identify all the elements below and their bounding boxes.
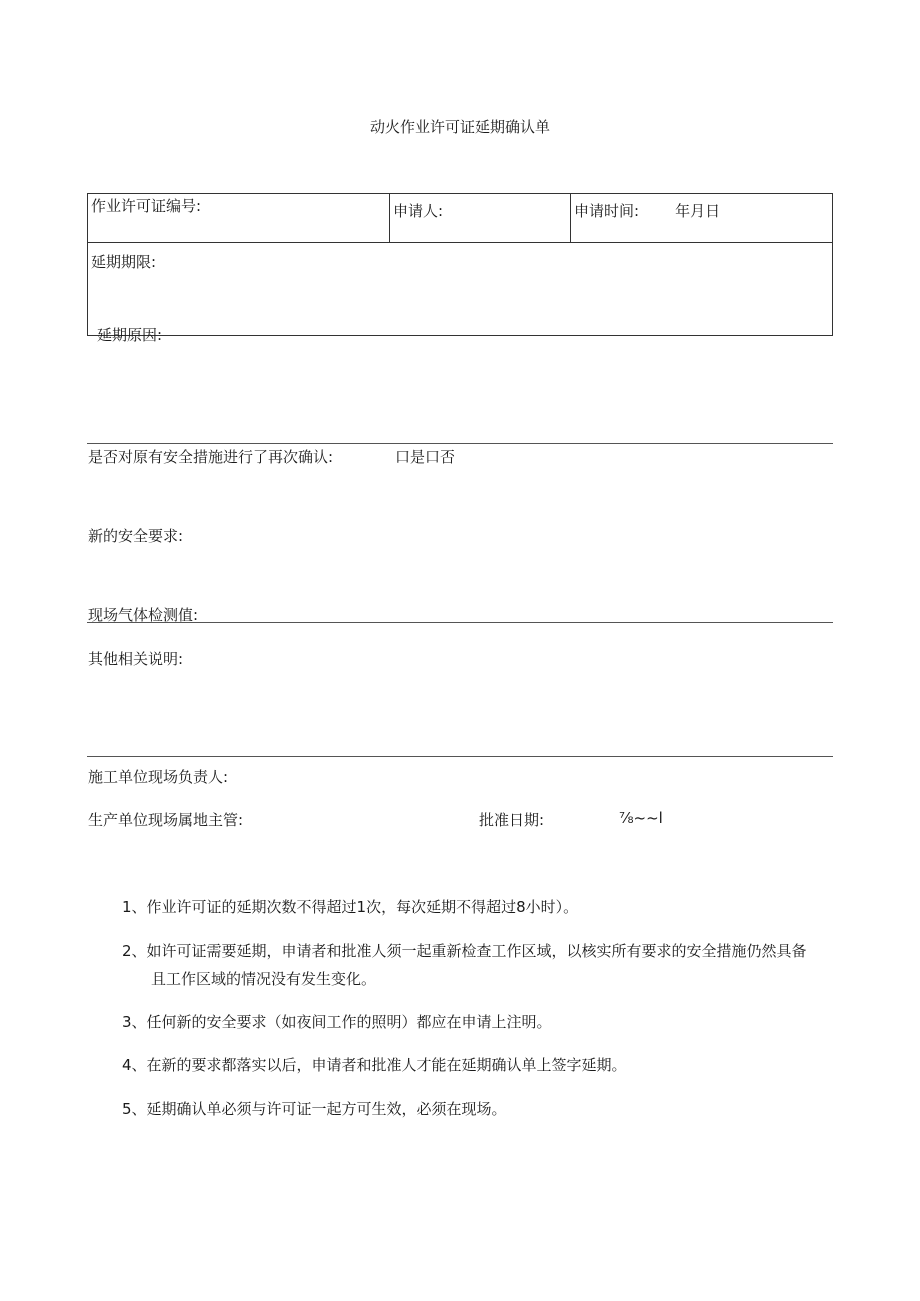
apply-time-cell[interactable] [571, 194, 833, 243]
permit-number-cell[interactable] [88, 194, 390, 243]
note-item-2: 2、如许可证需要延期，申请者和批准人须一起重新检查工作区域，以核实所有要求的安全措施仍然具备 [122, 942, 807, 960]
approval-date-label: 批准日期: [479, 811, 545, 829]
extension-limit-cell[interactable] [88, 243, 833, 336]
note-item-3: 3、任何新的安全要求（如夜间工作的照明）都应在申请上注明。 [122, 1013, 552, 1031]
reconfirm-label: 是否对原有安全措施进行了再次确认: [88, 448, 334, 466]
note-item-2-continued: 且工作区域的情况没有发生变化。 [151, 970, 377, 988]
extension-reason-label: 延期原因: [97, 326, 163, 344]
divider-reason [87, 443, 833, 444]
applicant-label: 申请人: [393, 202, 444, 220]
divider-gas [87, 622, 833, 623]
apply-time-value: 年月日 [675, 202, 721, 220]
gas-detection-label: 现场气体检测值: [88, 606, 199, 624]
divider-notes [87, 756, 833, 757]
apply-time-label: 申请时间: [574, 202, 640, 220]
approval-date-value: ⅞~~l [619, 809, 663, 827]
reconfirm-checkboxes[interactable]: 口是口否 [395, 448, 456, 466]
note-item-5: 5、延期确认单必须与许可证一起方可生效，必须在现场。 [122, 1100, 507, 1118]
permit-number-label: 作业许可证编号: [91, 197, 202, 215]
document-title: 动火作业许可证延期确认单 [369, 118, 550, 136]
site-supervisor-label: 生产单位现场属地主管: [88, 811, 244, 829]
other-notes-label: 其他相关说明: [88, 650, 184, 668]
note-item-4: 4、在新的要求都落实以后，申请者和批准人才能在延期确认单上签字延期。 [122, 1056, 627, 1074]
new-requirements-label: 新的安全要求: [88, 527, 184, 545]
applicant-cell[interactable] [390, 194, 571, 243]
note-item-1: 1、作业许可证的延期次数不得超过1次，每次延期不得超过8小时）。 [122, 898, 579, 916]
contractor-lead-label: 施工单位现场负责人: [88, 768, 229, 786]
extension-limit-label: 延期期限: [91, 253, 157, 271]
permit-header-table [87, 193, 833, 336]
